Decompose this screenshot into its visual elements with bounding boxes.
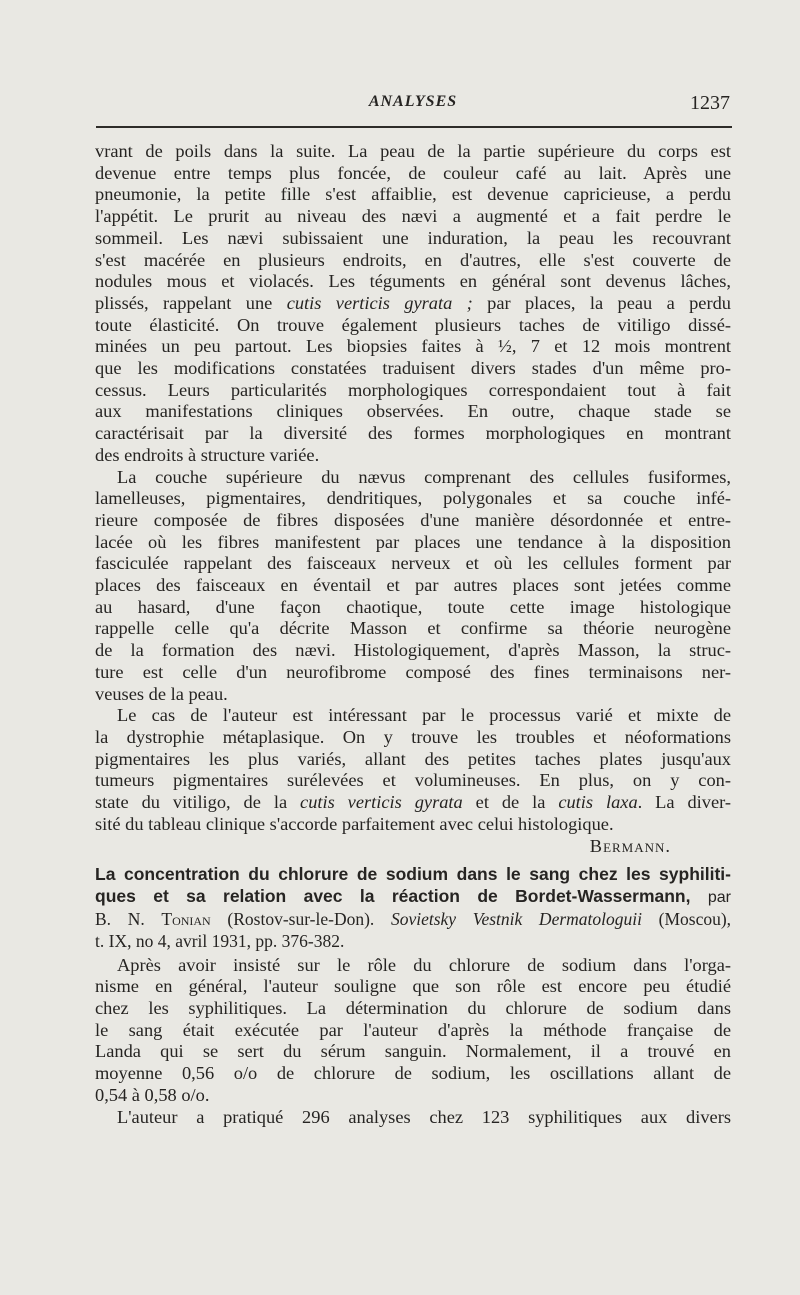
citation-line [95,909,731,931]
text-fragment: state du vitiligo, de la [95,792,288,813]
running-head [96,90,730,116]
text-line: Landa qui se sert du sérum sanguin. Normalement, il a trouvé en [95,1041,731,1062]
text-line: chez les syphilitiques. La détermination du chlorure de sodium dans [95,998,731,1019]
review2-paragraph-1 [95,955,731,1107]
reviewer-signature: Bermann. [589,835,671,856]
citation-line: t. IX, no 4, avril 1931, pp. 376-382. [95,930,345,951]
text-line: l'appétit. Le prurit au niveau des nævi a augmenté et a fait perdre le [95,206,731,227]
text-line: aux manifestations cliniques observées. En outre, chaque stade se [95,401,731,422]
author-place: (Rostov-sur-le-Don). [227,909,375,930]
text-line: de la formation des nævi. Histologiquement, d'après Masson, la struc- [95,640,731,661]
text-line: la dystrophie métaplasique. On y trouve les troubles et néoformations [95,726,731,747]
review1-paragraph-2 [95,467,731,706]
text-line: toute élasticité. On trouve également plusieurs taches de vitiligo dissé- [95,314,731,335]
title-line: La concentration du chlorure de sodium dans le sang chez les syphiliti- [95,864,731,885]
title-fragment: ques et sa relation avec la réaction de Bordet-Wassermann, [95,886,691,907]
author-initials: B. N. [95,909,145,930]
latin-term: cutis verticis gyrata [300,792,463,813]
title-line [95,885,731,909]
text-line: au hasard, d'une façon chaotique, toute cette image histologique [95,596,731,617]
review1-paragraph-1 [95,141,731,467]
text-fragment: . La diver- [637,792,732,813]
text-line: ture est celle d'un neurofibrome composé des fines terminaisons ner- [95,661,731,682]
citation [95,909,731,952]
text-line: lamelleuses, pigmentaires, dendritiques, polygonales et sa couche infé- [95,488,731,509]
text-line: lacée où les fibres manifestent par places une tendance à la disposition [95,531,731,552]
review2-paragraph-2 [95,1107,731,1129]
running-title: ANALYSES [368,93,458,110]
header-rule [96,126,732,128]
text-line: places des faisceaux en éventail et par autres places sont jetées comme [95,575,731,596]
text-line [95,792,731,814]
text-line: 0,54 à 0,58 o/o. [95,1084,210,1105]
text-line: cessus. Leurs particularités morphologiques correspondaient tout à fait [95,379,731,400]
text-line: pigmentaires les plus variés, allant des petites taches plates jusqu'aux [95,748,731,769]
text-line: fasciculée rappelant des faisceaux nerveux et où les cellules forment par [95,553,731,574]
text-line: caractérisait par la diversité des formes morphologiques en montrant [95,423,731,444]
article-title [95,863,731,909]
text-line: rieure composée de fibres disposées d'une manière désordonnée et entre- [95,509,731,530]
text-line: L'auteur a pratiqué 296 analyses chez 123 syphilitiques aux divers [117,1106,731,1127]
text-line: sommeil. Les nævi subissaient une induration, la peau les recouvrant [95,227,731,248]
text-line [95,293,731,315]
text-line: que les modifications constatées traduisent divers stades d'un même pro- [95,358,731,379]
text-line: devenue entre temps plus foncée, de couleur café au lait. Après une [95,162,731,183]
text-line: moyenne 0,56 o/o de chlorure de sodium, les oscillations allant de [95,1063,731,1084]
title-par: par [707,889,731,907]
review1-paragraph-3 [95,705,731,857]
text-line: s'est macérée en plusieurs endroits, en d'autres, elle s'est couverte de [95,249,731,270]
text-line: veuses de la peau. [95,683,228,704]
text-fragment: plissés, rappelant une [95,292,273,313]
text-line: tumeurs pigmentaires surélevées et volumineuses. En plus, on y con- [95,770,731,791]
text-line: des endroits à structure variée. [95,444,320,465]
latin-term: cutis verticis gyrata ; [286,292,473,313]
text-line: vrant de poils dans la suite. La peau de la partie supérieure du corps est [95,141,731,161]
text-line: pneumonie, la petite fille s'est affaiblie, est devenue capricieuse, a perdu [95,184,731,205]
text-line: nodules mous et violacés. Les téguments en général sont devenus lâches, [95,271,731,292]
page-number: 1237 [690,92,730,114]
latin-term: cutis laxa [558,792,638,813]
author-name: Tonian [161,909,211,930]
text-line: le sang était exécutée par l'auteur d'après la méthode française de [95,1019,731,1040]
text-line: minées un peu partout. Les biopsies faites à ½, 7 et 12 mois montrent [95,336,731,357]
text-line: sité du tableau clinique s'accorde parfaitement avec celui histologique. [95,813,614,834]
text-line: nisme en général, l'auteur souligne que son rôle est encore peu étudié [95,976,731,997]
journal-place: (Moscou), [658,909,732,930]
text-fragment: et de la [475,792,546,813]
journal-name: Sovietsky Vestnik Dermatologuii [390,909,642,930]
text-line: Le cas de l'auteur est intéressant par le processus varié et mixte de [117,705,731,726]
text-line: La couche supérieure du nævus comprenant des cellules fusiformes, [117,466,731,487]
body-text [95,141,731,1128]
text-line: rappelle celle qu'a décrite Masson et confirme sa théorie neurogène [95,618,731,639]
text-fragment: par places, la peau a perdu [487,292,731,313]
text-line: Après avoir insisté sur le rôle du chlorure de sodium dans l'orga- [117,954,731,975]
